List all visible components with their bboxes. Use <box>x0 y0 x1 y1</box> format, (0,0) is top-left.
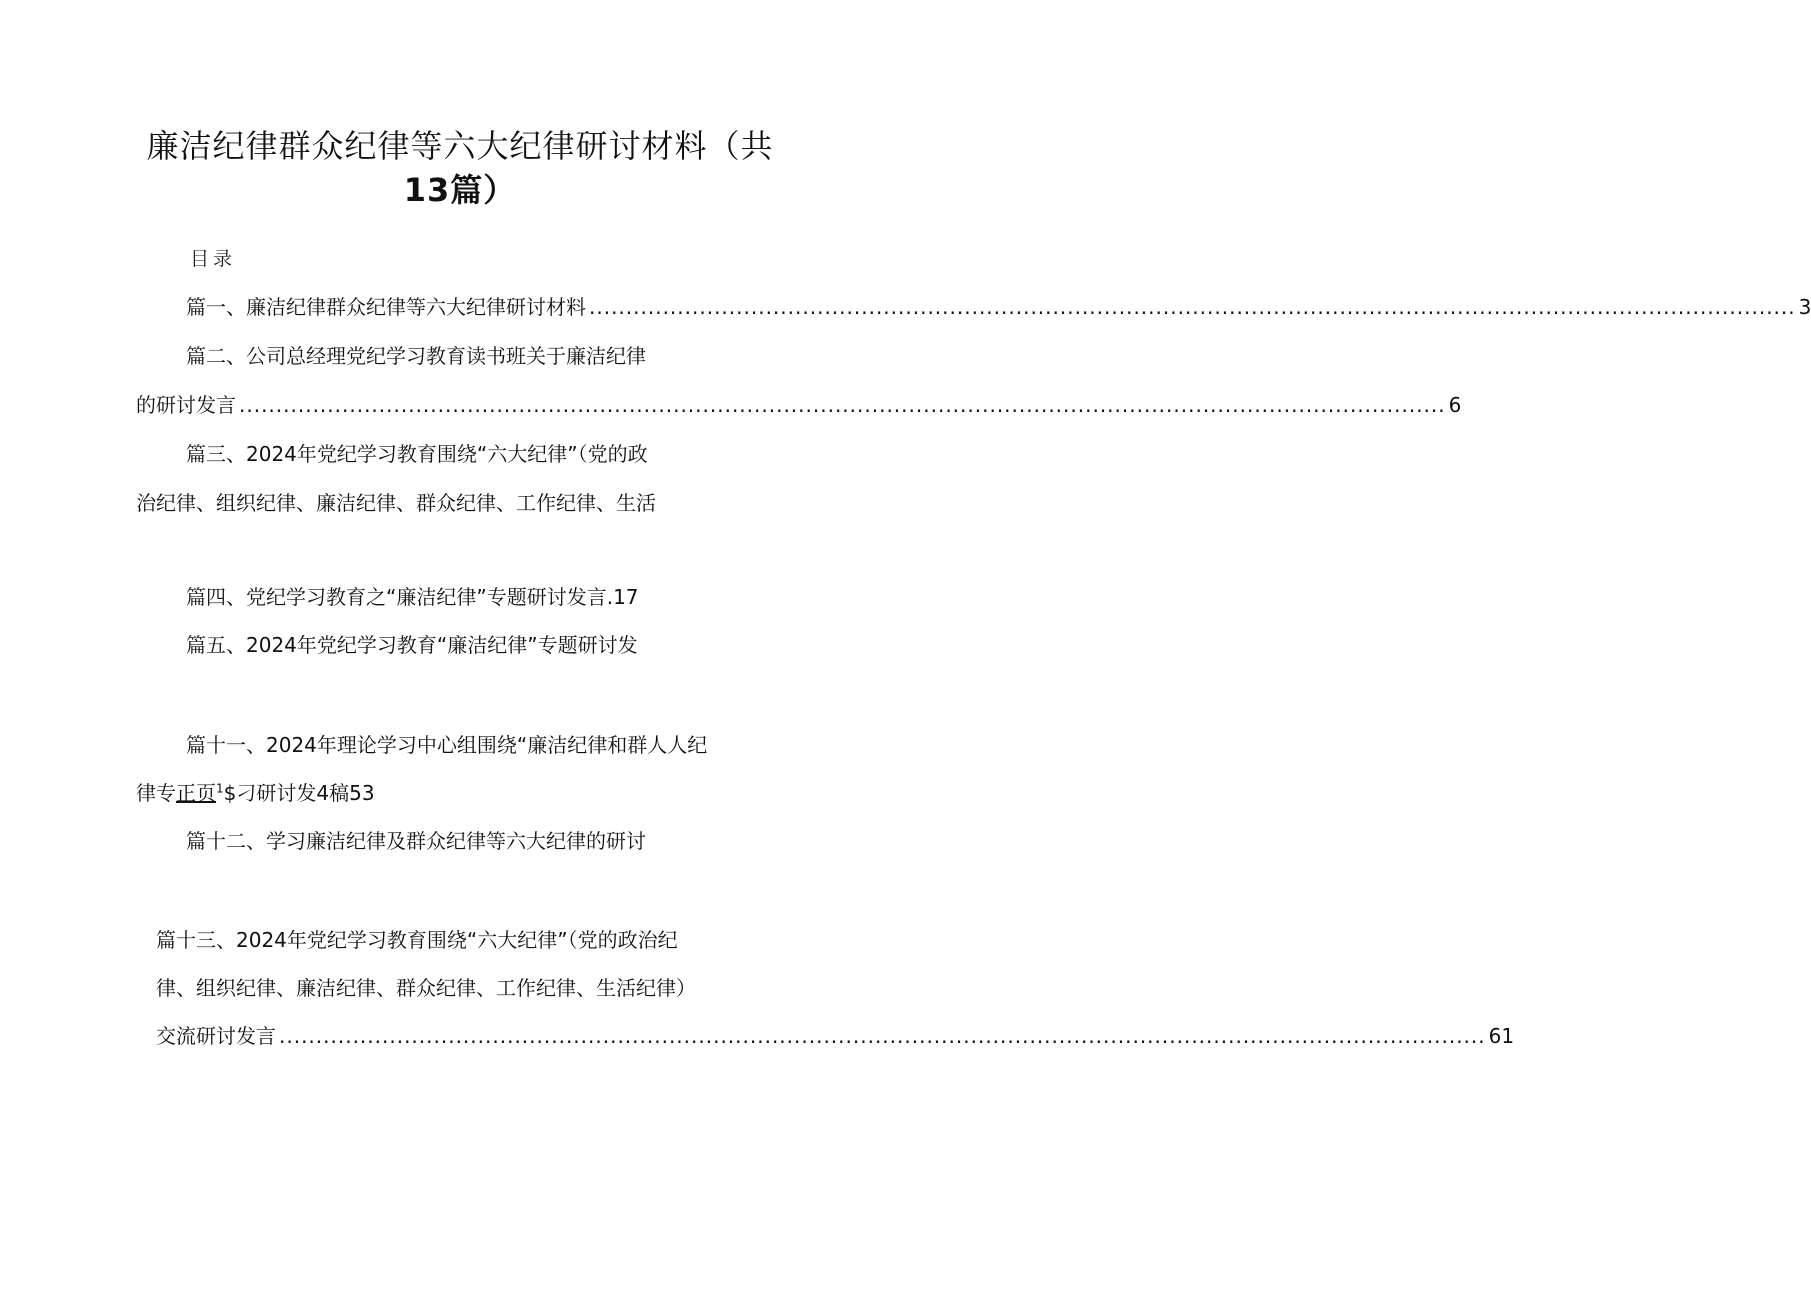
toc-entry-5[interactable]: 篇五、2024年党纪学习教育“廉洁纪律”专题研讨发 <box>186 633 638 657</box>
toc-entry-3-line-2[interactable]: 治纪律、组织纪律、廉洁纪律、群众纪律、工作纪律、生活 <box>136 491 656 515</box>
toc-entry-1[interactable] <box>186 292 1811 322</box>
toc-entry-13-leader: .................................................................................................................................................................... <box>279 1024 1486 1048</box>
toc-entry-11-text-underlined: 正页 <box>176 781 216 805</box>
toc-entry-2-line-2[interactable] <box>136 390 1462 420</box>
toc-entry-2-page: 6 <box>1448 393 1462 417</box>
toc-entry-11-text-b: $刁研讨发4稿53 <box>223 781 375 805</box>
toc-entry-11-superscript: 1 <box>216 781 224 796</box>
toc-entry-2-text: 的研讨发言 <box>136 393 236 417</box>
toc-entry-1-page: 3 <box>1798 295 1811 319</box>
toc-entry-13-text: 交流研讨发言 <box>156 1024 276 1048</box>
toc-entry-11-line-1[interactable]: 篇十一、2024年理论学习中心组围绕“廉洁纪律和群人人纪 <box>186 733 708 757</box>
toc-entry-2-leader: .................................................................................................................................................................... <box>239 393 1446 417</box>
toc-entry-11-line-2[interactable] <box>136 778 375 808</box>
toc-entry-13-line-1[interactable]: 篇十三、2024年党纪学习教育围绕“六大纪律”（党的政治纪 <box>156 928 678 952</box>
document-title-line-2: 13篇） <box>403 171 517 209</box>
toc-entry-1-leader: .................................................................................................................................................................... <box>589 295 1796 319</box>
toc-heading: 目录 <box>190 248 237 270</box>
toc-entry-1-text: 篇一、廉洁纪律群众纪律等六大纪律研讨材料 <box>186 295 586 319</box>
toc-entry-12[interactable]: 篇十二、学习廉洁纪律及群众纪律等六大纪律的研讨 <box>186 829 646 853</box>
toc-entry-13-line-3[interactable] <box>156 1021 1515 1051</box>
toc-entry-13-line-2[interactable]: 律、组织纪律、廉洁纪律、群众纪律、工作纪律、生活纪律） <box>156 976 696 1000</box>
toc-entry-3-line-1[interactable]: 篇三、2024年党纪学习教育围绕“六大纪律”（党的政 <box>186 442 648 466</box>
toc-entry-13-page: 61 <box>1488 1024 1515 1048</box>
toc-entry-2-line-1[interactable]: 篇二、公司总经理党纪学习教育读书班关于廉洁纪律 <box>186 344 646 368</box>
toc-entry-4[interactable]: 篇四、党纪学习教育之“廉洁纪律”专题研讨发言.17 <box>186 585 639 609</box>
toc-entry-11-text-a: 律专 <box>136 781 176 805</box>
document-title-line-1: 廉洁纪律群众纪律等六大纪律研讨材料（共 <box>146 127 774 165</box>
